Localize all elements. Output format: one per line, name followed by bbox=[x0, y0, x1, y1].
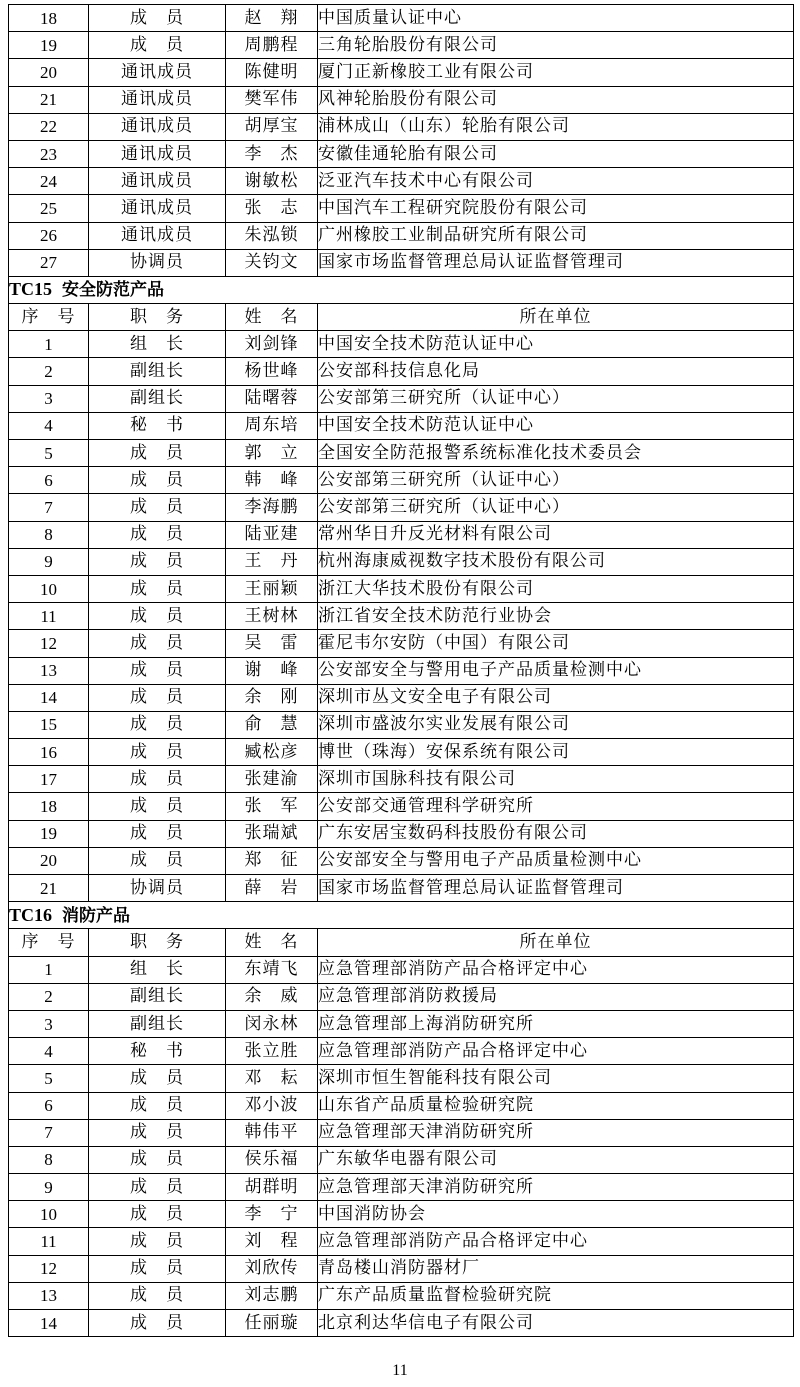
member-name: 东靖飞 bbox=[226, 956, 318, 983]
serial-number: 11 bbox=[9, 1228, 89, 1255]
member-role: 成 员 bbox=[89, 1282, 226, 1309]
member-role: 成 员 bbox=[89, 657, 226, 684]
member-organization: 杭州海康威视数字技术股份有限公司 bbox=[318, 548, 794, 575]
member-name: 张立胜 bbox=[226, 1038, 318, 1065]
table-row bbox=[9, 1174, 794, 1201]
member-name: 韩 峰 bbox=[226, 467, 318, 494]
serial-number: 4 bbox=[9, 1038, 89, 1065]
table-row bbox=[9, 385, 794, 412]
page-number: 11 bbox=[392, 1362, 408, 1379]
table-row bbox=[9, 684, 794, 711]
member-organization: 国家市场监督管理总局认证监督管理司 bbox=[318, 875, 794, 902]
member-organization: 风神轮胎股份有限公司 bbox=[318, 86, 794, 113]
member-organization: 中国质量认证中心 bbox=[318, 5, 794, 32]
serial-number: 14 bbox=[9, 1310, 89, 1337]
member-role: 通讯成员 bbox=[89, 168, 226, 195]
serial-number: 7 bbox=[9, 1119, 89, 1146]
table-row bbox=[9, 59, 794, 86]
member-name: 闵永林 bbox=[226, 1010, 318, 1037]
member-organization: 中国消防协会 bbox=[318, 1201, 794, 1228]
member-name: 臧松彦 bbox=[226, 739, 318, 766]
serial-number: 10 bbox=[9, 575, 89, 602]
member-role: 成 员 bbox=[89, 1255, 226, 1282]
header-role: 职 务 bbox=[89, 304, 226, 331]
header-organization: 所在单位 bbox=[318, 929, 794, 956]
table-row bbox=[9, 331, 794, 358]
member-role: 成 员 bbox=[89, 1065, 226, 1092]
member-organization: 常州华日升反光材料有限公司 bbox=[318, 521, 794, 548]
table-row bbox=[9, 140, 794, 167]
member-role: 副组长 bbox=[89, 358, 226, 385]
table-row bbox=[9, 793, 794, 820]
serial-number: 12 bbox=[9, 1255, 89, 1282]
member-organization: 广州橡胶工业制品研究所有限公司 bbox=[318, 222, 794, 249]
table-row bbox=[9, 494, 794, 521]
serial-number: 12 bbox=[9, 630, 89, 657]
member-name: 谢敏松 bbox=[226, 168, 318, 195]
member-role: 成 员 bbox=[89, 32, 226, 59]
member-organization: 厦门正新橡胶工业有限公司 bbox=[318, 59, 794, 86]
member-name: 薛 岩 bbox=[226, 875, 318, 902]
serial-number: 22 bbox=[9, 113, 89, 140]
member-name: 任丽璇 bbox=[226, 1310, 318, 1337]
member-role: 成 员 bbox=[89, 1146, 226, 1173]
table-row bbox=[9, 657, 794, 684]
member-name: 张建渝 bbox=[226, 766, 318, 793]
table-row bbox=[9, 1010, 794, 1037]
member-organization: 公安部安全与警用电子产品质量检测中心 bbox=[318, 657, 794, 684]
member-name: 韩伟平 bbox=[226, 1119, 318, 1146]
header-name: 姓 名 bbox=[226, 929, 318, 956]
member-organization: 浙江省安全技术防范行业协会 bbox=[318, 603, 794, 630]
serial-number: 17 bbox=[9, 766, 89, 793]
member-organization: 应急管理部天津消防研究所 bbox=[318, 1174, 794, 1201]
serial-number: 1 bbox=[9, 956, 89, 983]
serial-number: 8 bbox=[9, 521, 89, 548]
member-role: 秘 书 bbox=[89, 1038, 226, 1065]
member-organization: 应急管理部消防产品合格评定中心 bbox=[318, 1038, 794, 1065]
member-role: 副组长 bbox=[89, 1010, 226, 1037]
table-row bbox=[9, 113, 794, 140]
member-role: 成 员 bbox=[89, 1201, 226, 1228]
member-role: 成 员 bbox=[89, 711, 226, 738]
member-organization: 应急管理部消防救援局 bbox=[318, 983, 794, 1010]
serial-number: 6 bbox=[9, 1092, 89, 1119]
member-name: 郑 征 bbox=[226, 847, 318, 874]
table-row bbox=[9, 575, 794, 602]
table-row bbox=[9, 1310, 794, 1337]
member-organization: 中国安全技术防范认证中心 bbox=[318, 331, 794, 358]
header-serial: 序 号 bbox=[9, 304, 89, 331]
serial-number: 2 bbox=[9, 983, 89, 1010]
member-role: 副组长 bbox=[89, 385, 226, 412]
member-organization: 公安部第三研究所（认证中心） bbox=[318, 467, 794, 494]
member-organization: 应急管理部天津消防研究所 bbox=[318, 1119, 794, 1146]
serial-number: 16 bbox=[9, 739, 89, 766]
member-role: 成 员 bbox=[89, 1174, 226, 1201]
member-organization: 应急管理部消防产品合格评定中心 bbox=[318, 1228, 794, 1255]
serial-number: 4 bbox=[9, 412, 89, 439]
serial-number: 27 bbox=[9, 249, 89, 276]
member-organization: 浦林成山（山东）轮胎有限公司 bbox=[318, 113, 794, 140]
serial-number: 25 bbox=[9, 195, 89, 222]
table-row bbox=[9, 1282, 794, 1309]
member-name: 朱泓锁 bbox=[226, 222, 318, 249]
member-organization: 深圳市恒生智能科技有限公司 bbox=[318, 1065, 794, 1092]
serial-number: 14 bbox=[9, 684, 89, 711]
serial-number: 8 bbox=[9, 1146, 89, 1173]
serial-number: 10 bbox=[9, 1201, 89, 1228]
member-role: 成 员 bbox=[89, 739, 226, 766]
serial-number: 19 bbox=[9, 32, 89, 59]
table-row bbox=[9, 5, 794, 32]
member-name: 王树林 bbox=[226, 603, 318, 630]
member-organization: 北京利达华信电子有限公司 bbox=[318, 1310, 794, 1337]
section-header-row bbox=[9, 276, 794, 303]
member-name: 张瑞斌 bbox=[226, 820, 318, 847]
member-role: 成 员 bbox=[89, 548, 226, 575]
header-organization: 所在单位 bbox=[318, 304, 794, 331]
member-role: 成 员 bbox=[89, 684, 226, 711]
header-name: 姓 名 bbox=[226, 304, 318, 331]
member-role: 副组长 bbox=[89, 983, 226, 1010]
table-row bbox=[9, 1119, 794, 1146]
member-role: 成 员 bbox=[89, 1228, 226, 1255]
member-organization: 霍尼韦尔安防（中国）有限公司 bbox=[318, 630, 794, 657]
member-organization: 应急管理部消防产品合格评定中心 bbox=[318, 956, 794, 983]
table-row bbox=[9, 1065, 794, 1092]
member-name: 刘剑锋 bbox=[226, 331, 318, 358]
member-organization: 公安部安全与警用电子产品质量检测中心 bbox=[318, 847, 794, 874]
serial-number: 13 bbox=[9, 657, 89, 684]
member-name: 陆亚建 bbox=[226, 521, 318, 548]
member-name: 李 杰 bbox=[226, 140, 318, 167]
member-name: 张 军 bbox=[226, 793, 318, 820]
member-organization: 应急管理部上海消防研究所 bbox=[318, 1010, 794, 1037]
member-role: 成 员 bbox=[89, 766, 226, 793]
member-organization: 公安部交通管理科学研究所 bbox=[318, 793, 794, 820]
member-role: 通讯成员 bbox=[89, 222, 226, 249]
member-organization: 公安部第三研究所（认证中心） bbox=[318, 385, 794, 412]
member-organization: 国家市场监督管理总局认证监督管理司 bbox=[318, 249, 794, 276]
section-name: 安全防范产品 bbox=[62, 280, 165, 301]
member-role: 成 员 bbox=[89, 847, 226, 874]
serial-number: 13 bbox=[9, 1282, 89, 1309]
section-name: 消防产品 bbox=[62, 905, 131, 926]
table-row bbox=[9, 467, 794, 494]
serial-number: 20 bbox=[9, 847, 89, 874]
member-name: 郭 立 bbox=[226, 440, 318, 467]
member-role: 通讯成员 bbox=[89, 140, 226, 167]
roster-body bbox=[9, 5, 794, 1337]
serial-number: 11 bbox=[9, 603, 89, 630]
member-name: 周鹏程 bbox=[226, 32, 318, 59]
table-row bbox=[9, 875, 794, 902]
member-role: 成 员 bbox=[89, 1310, 226, 1337]
table-row bbox=[9, 358, 794, 385]
table-row bbox=[9, 412, 794, 439]
table-row bbox=[9, 32, 794, 59]
member-organization: 泛亚汽车技术中心有限公司 bbox=[318, 168, 794, 195]
section-header-row bbox=[9, 902, 794, 929]
member-organization: 全国安全防范报警系统标准化技术委员会 bbox=[318, 440, 794, 467]
header-role: 职 务 bbox=[89, 929, 226, 956]
member-organization: 广东敏华电器有限公司 bbox=[318, 1146, 794, 1173]
serial-number: 21 bbox=[9, 86, 89, 113]
serial-number: 5 bbox=[9, 1065, 89, 1092]
table-row bbox=[9, 168, 794, 195]
serial-number: 9 bbox=[9, 1174, 89, 1201]
table-row bbox=[9, 711, 794, 738]
member-name: 赵 翔 bbox=[226, 5, 318, 32]
serial-number: 3 bbox=[9, 385, 89, 412]
column-header-row bbox=[9, 929, 794, 956]
member-role: 成 员 bbox=[89, 820, 226, 847]
table-row bbox=[9, 847, 794, 874]
member-name: 张 志 bbox=[226, 195, 318, 222]
member-name: 刘欣传 bbox=[226, 1255, 318, 1282]
member-name: 邓 耘 bbox=[226, 1065, 318, 1092]
table-row bbox=[9, 1092, 794, 1119]
serial-number: 21 bbox=[9, 875, 89, 902]
member-organization: 山东省产品质量检验研究院 bbox=[318, 1092, 794, 1119]
member-role: 协调员 bbox=[89, 249, 226, 276]
member-organization: 浙江大华技术股份有限公司 bbox=[318, 575, 794, 602]
member-name: 周东培 bbox=[226, 412, 318, 439]
member-name: 陆曙蓉 bbox=[226, 385, 318, 412]
member-organization: 广东产品质量监督检验研究院 bbox=[318, 1282, 794, 1309]
section-code: TC15 bbox=[9, 279, 53, 300]
table-row bbox=[9, 548, 794, 575]
table-row bbox=[9, 1038, 794, 1065]
table-row bbox=[9, 195, 794, 222]
member-name: 王丽颖 bbox=[226, 575, 318, 602]
member-name: 吴 雷 bbox=[226, 630, 318, 657]
member-organization: 深圳市丛文安全电子有限公司 bbox=[318, 684, 794, 711]
member-role: 成 员 bbox=[89, 575, 226, 602]
serial-number: 18 bbox=[9, 793, 89, 820]
member-name: 陈健明 bbox=[226, 59, 318, 86]
member-name: 胡群明 bbox=[226, 1174, 318, 1201]
serial-number: 6 bbox=[9, 467, 89, 494]
serial-number: 2 bbox=[9, 358, 89, 385]
table-row bbox=[9, 603, 794, 630]
member-role: 成 员 bbox=[89, 467, 226, 494]
member-role: 通讯成员 bbox=[89, 113, 226, 140]
serial-number: 3 bbox=[9, 1010, 89, 1037]
member-name: 李 宁 bbox=[226, 1201, 318, 1228]
member-organization: 深圳市盛波尔实业发展有限公司 bbox=[318, 711, 794, 738]
member-role: 通讯成员 bbox=[89, 195, 226, 222]
member-organization: 中国安全技术防范认证中心 bbox=[318, 412, 794, 439]
table-row bbox=[9, 1255, 794, 1282]
serial-number: 1 bbox=[9, 331, 89, 358]
member-organization: 公安部科技信息化局 bbox=[318, 358, 794, 385]
member-organization: 安徽佳通轮胎有限公司 bbox=[318, 140, 794, 167]
member-role: 协调员 bbox=[89, 875, 226, 902]
serial-number: 5 bbox=[9, 440, 89, 467]
member-name: 李海鹏 bbox=[226, 494, 318, 521]
member-role: 组 长 bbox=[89, 956, 226, 983]
serial-number: 18 bbox=[9, 5, 89, 32]
member-organization: 公安部第三研究所（认证中心） bbox=[318, 494, 794, 521]
table-row bbox=[9, 983, 794, 1010]
serial-number: 23 bbox=[9, 140, 89, 167]
member-role: 成 员 bbox=[89, 793, 226, 820]
member-organization: 三角轮胎股份有限公司 bbox=[318, 32, 794, 59]
serial-number: 9 bbox=[9, 548, 89, 575]
table-row bbox=[9, 820, 794, 847]
member-name: 胡厚宝 bbox=[226, 113, 318, 140]
section-title bbox=[9, 902, 794, 929]
header-serial: 序 号 bbox=[9, 929, 89, 956]
member-role: 通讯成员 bbox=[89, 59, 226, 86]
member-role: 成 员 bbox=[89, 630, 226, 657]
table-row bbox=[9, 222, 794, 249]
column-header-row bbox=[9, 304, 794, 331]
member-organization: 广东安居宝数码科技股份有限公司 bbox=[318, 820, 794, 847]
member-role: 通讯成员 bbox=[89, 86, 226, 113]
table-row bbox=[9, 440, 794, 467]
committee-roster-table bbox=[8, 4, 794, 1337]
member-role: 成 员 bbox=[89, 5, 226, 32]
section-code: TC16 bbox=[9, 904, 53, 925]
serial-number: 19 bbox=[9, 820, 89, 847]
member-name: 刘志鹏 bbox=[226, 1282, 318, 1309]
serial-number: 24 bbox=[9, 168, 89, 195]
member-organization: 深圳市国脉科技有限公司 bbox=[318, 766, 794, 793]
table-row bbox=[9, 521, 794, 548]
member-role: 成 员 bbox=[89, 603, 226, 630]
table-row bbox=[9, 1228, 794, 1255]
member-name: 杨世峰 bbox=[226, 358, 318, 385]
table-row bbox=[9, 956, 794, 983]
member-name: 刘 程 bbox=[226, 1228, 318, 1255]
member-name: 王 丹 bbox=[226, 548, 318, 575]
member-role: 成 员 bbox=[89, 1092, 226, 1119]
member-name: 俞 慧 bbox=[226, 711, 318, 738]
member-name: 关钧文 bbox=[226, 249, 318, 276]
member-organization: 博世（珠海）安保系统有限公司 bbox=[318, 739, 794, 766]
member-role: 成 员 bbox=[89, 1119, 226, 1146]
member-role: 秘 书 bbox=[89, 412, 226, 439]
serial-number: 20 bbox=[9, 59, 89, 86]
table-row bbox=[9, 249, 794, 276]
member-name: 邓小波 bbox=[226, 1092, 318, 1119]
member-role: 成 员 bbox=[89, 440, 226, 467]
section-title bbox=[9, 276, 794, 303]
table-row bbox=[9, 630, 794, 657]
table-row bbox=[9, 1201, 794, 1228]
table-row bbox=[9, 86, 794, 113]
member-role: 组 长 bbox=[89, 331, 226, 358]
serial-number: 7 bbox=[9, 494, 89, 521]
member-name: 谢 峰 bbox=[226, 657, 318, 684]
serial-number: 26 bbox=[9, 222, 89, 249]
member-role: 成 员 bbox=[89, 494, 226, 521]
member-name: 余 威 bbox=[226, 983, 318, 1010]
table-row bbox=[9, 1146, 794, 1173]
member-organization: 中国汽车工程研究院股份有限公司 bbox=[318, 195, 794, 222]
table-row bbox=[9, 739, 794, 766]
member-role: 成 员 bbox=[89, 521, 226, 548]
member-name: 侯乐福 bbox=[226, 1146, 318, 1173]
member-name: 余 刚 bbox=[226, 684, 318, 711]
serial-number: 15 bbox=[9, 711, 89, 738]
member-name: 樊军伟 bbox=[226, 86, 318, 113]
table-row bbox=[9, 766, 794, 793]
member-organization: 青岛楼山消防器材厂 bbox=[318, 1255, 794, 1282]
